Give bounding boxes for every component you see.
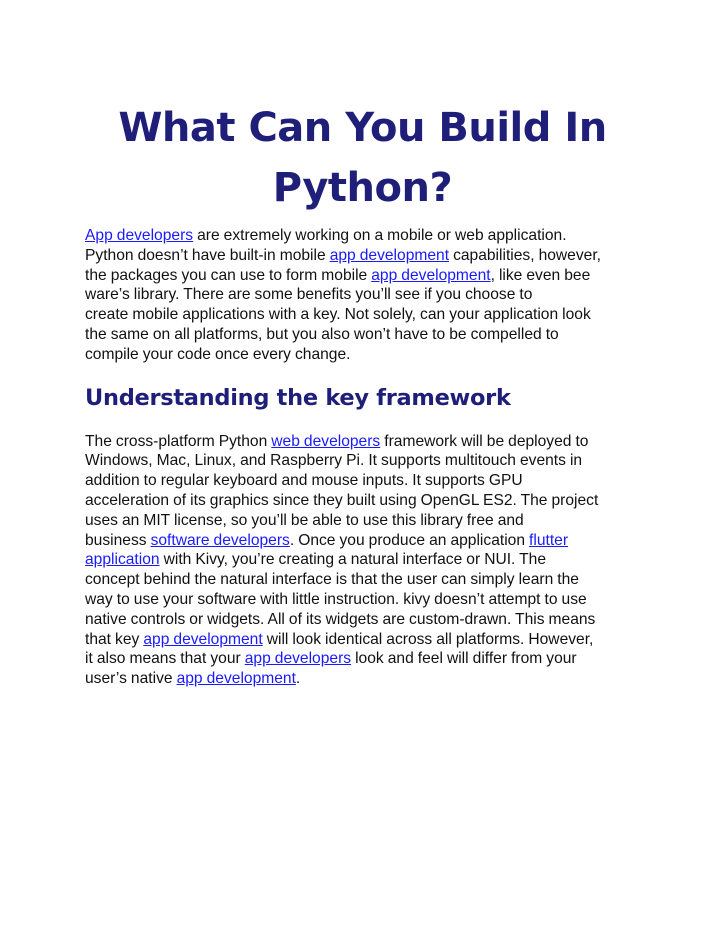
page-title xyxy=(85,0,640,218)
text-line: compile your code once every change. xyxy=(85,345,351,363)
text-line xyxy=(85,266,640,286)
text-span: business xyxy=(85,531,151,549)
text-line xyxy=(85,550,640,570)
text-line xyxy=(85,669,640,689)
text-span: Python doesn’t have built-in mobile xyxy=(85,246,330,264)
text-span: framework will be deployed to xyxy=(380,432,589,450)
text-line: concept behind the natural interface is that the user can simply learn the xyxy=(85,571,579,589)
software-developers-link[interactable]: software developers xyxy=(150,531,290,549)
app-development-link[interactable]: app development xyxy=(176,670,296,688)
body-paragraph xyxy=(85,432,640,689)
app-development-link[interactable]: app development xyxy=(329,246,450,264)
text-span: are extremely working on a mobile or web application. xyxy=(193,227,567,244)
text-line xyxy=(85,226,640,246)
text-span: , like even bee xyxy=(490,266,591,284)
text-line xyxy=(85,649,640,669)
text-span: the packages you can use to form mobile xyxy=(85,266,372,284)
flutter-application-link[interactable]: flutter xyxy=(529,531,569,549)
app-development-link[interactable]: app development xyxy=(371,266,491,284)
web-developers-link[interactable]: web developers xyxy=(271,432,381,450)
text-span: capabilities, however, xyxy=(449,246,601,264)
text-line xyxy=(85,630,640,650)
app-development-link[interactable]: app development xyxy=(143,630,263,648)
text-span: The cross-platform Python xyxy=(85,432,272,450)
text-span: . Once you produce an application xyxy=(289,531,530,549)
text-line xyxy=(85,246,640,266)
text-span: it also means that your xyxy=(85,650,245,668)
page-title-line-2: Python? xyxy=(272,165,453,211)
flutter-application-link[interactable]: application xyxy=(85,551,160,569)
text-span: . xyxy=(295,670,301,688)
text-span: will look identical across all platforms. However, xyxy=(262,630,594,648)
text-line xyxy=(85,432,640,452)
text-span: with Kivy, you’re creating a natural interface or NUI. The xyxy=(159,551,547,569)
section-heading: Understanding the key framework xyxy=(85,384,511,411)
document-page xyxy=(85,0,640,689)
app-developers-link[interactable]: App developers xyxy=(85,227,194,244)
text-line: way to use your software with little instruction. kivy doesn’t attempt to use xyxy=(85,590,587,608)
text-span: look and feel will differ from your xyxy=(351,650,577,668)
text-line: native controls or widgets. All of its widgets are custom-drawn. This means xyxy=(85,610,596,628)
page-title-line-1: What Can You Build In xyxy=(118,105,607,151)
text-line xyxy=(85,531,640,551)
text-line: acceleration of its graphics since they built using OpenGL ES2. The project xyxy=(85,491,599,509)
app-developers-link[interactable]: app developers xyxy=(244,650,352,668)
text-line: uses an MIT license, so you’ll be able to use this library free and xyxy=(85,511,524,529)
text-span: that key xyxy=(85,630,144,648)
text-line: create mobile applications with a key. Not solely, can your application look xyxy=(85,306,591,324)
text-span: user’s native xyxy=(85,670,177,688)
text-line: Windows, Mac, Linux, and Raspberry Pi. It supports multitouch events in xyxy=(85,452,583,470)
text-line: ware’s library. There are some benefits you’ll see if you choose to xyxy=(85,286,533,304)
text-line: the same on all platforms, but you also won’t have to be compelled to xyxy=(85,325,559,343)
intro-paragraph xyxy=(85,226,640,365)
text-line: addition to regular keyboard and mouse inputs. It supports GPU xyxy=(85,472,523,490)
